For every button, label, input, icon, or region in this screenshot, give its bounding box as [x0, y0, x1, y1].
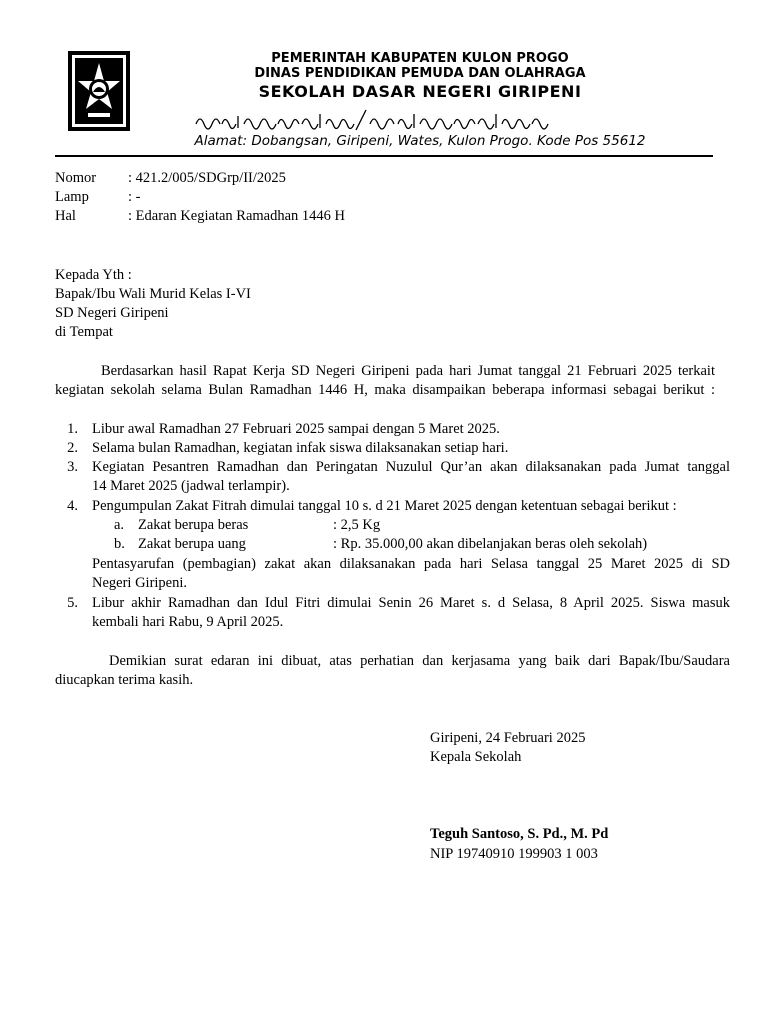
recipient-school: SD Negeri Giripeni	[55, 305, 169, 321]
zakat-b-text: Zakat berupa uang	[138, 536, 246, 552]
zakat-note-line-1: Pentasyarufan (pembagian) zakat akan dilaksanakan pada hari Selasa tanggal 25 Maret 2025 di SD	[92, 556, 730, 572]
recipient-greeting: Kepada Yth :	[55, 267, 132, 283]
signature-place-date: Giripeni, 24 Februari 2025	[430, 730, 586, 746]
list-item: Selama bulan Ramadhan, kegiatan infak siswa dilaksanakan setiap hari.	[92, 440, 509, 456]
signature-nip: NIP 19740910 199903 1 003	[430, 846, 598, 862]
zakat-b-label: b.	[114, 536, 125, 552]
list-item: Libur awal Ramadhan 27 Februari 2025 sampai dengan 5 Maret 2025.	[92, 421, 500, 437]
recipient-place: di Tempat	[55, 324, 113, 340]
letterhead-school-name: SEKOLAH DASAR NEGERI GIRIPENI	[258, 82, 582, 101]
lamp-label: Lamp	[55, 189, 89, 205]
intro-line-1: Berdasarkan hasil Rapat Kerja SD Negeri Giripeni pada hari Jumat tanggal 21 Februari 2025 terkait	[101, 363, 715, 379]
list-item: Libur akhir Ramadhan dan Idul Fitri dimulai Senin 26 Maret s. d Selasa, 8 April 2025. Siswa masuk	[92, 595, 730, 611]
nomor-label: Nomor	[55, 170, 97, 186]
nomor-value: : 421.2/005/SDGrp/II/2025	[128, 170, 286, 186]
signature-name: Teguh Santoso, S. Pd., M. Pd	[430, 826, 609, 842]
list-item-number: 5.	[67, 595, 78, 611]
zakat-a-text: Zakat berupa beras	[138, 517, 249, 533]
list-item-number: 4.	[67, 498, 78, 514]
lamp-value: : -	[128, 189, 141, 205]
zakat-b-value: : Rp. 35.000,00 akan dibelanjakan beras oleh sekolah)	[333, 536, 648, 552]
intro-line-2: kegiatan sekolah selama Bulan Ramadhan 1446 H, maka disampaikan beberapa informasi sebagai berikut :	[55, 382, 715, 398]
list-item-number: 2.	[67, 440, 78, 456]
list-item-continuation: 14 Maret 2025 (jadwal terlampir).	[92, 478, 290, 494]
javanese-script-school-name	[192, 106, 552, 134]
hal-label: Hal	[55, 208, 76, 224]
list-item-number: 3.	[67, 459, 78, 475]
zakat-note-line-2: Negeri Giripeni.	[92, 575, 188, 591]
letterhead-government: PEMERINTAH KABUPATEN KULON PROGO	[271, 51, 569, 66]
list-item-number: 1.	[67, 421, 78, 437]
letterhead-department: DINAS PENDIDIKAN PEMUDA DAN OLAHRAGA	[254, 66, 586, 81]
signature-title: Kepala Sekolah	[430, 749, 522, 765]
list-item-continuation: kembali hari Rabu, 9 April 2025.	[92, 614, 284, 630]
letterhead-address: Alamat: Dobangsan, Giripeni, Wates, Kulon Progo. Kode Pos 55612	[194, 133, 646, 149]
list-item: Kegiatan Pesantren Ramadhan dan Peringatan Nuzulul Qur’an akan dilaksanakan pada Jumat tanggal	[92, 459, 730, 475]
zakat-a-label: a.	[114, 517, 125, 533]
hal-value: : Edaran Kegiatan Ramadhan 1446 H	[128, 208, 346, 224]
zakat-a-value: : 2,5 Kg	[333, 517, 381, 533]
recipient-name: Bapak/Ibu Wali Murid Kelas I-VI	[55, 286, 251, 302]
closing-line-1: Demikian surat edaran ini dibuat, atas perhatian dan kerjasama yang baik dari Bapak/Ibu/Saudara	[109, 653, 730, 669]
closing-line-2: diucapkan terima kasih.	[55, 672, 194, 688]
list-item: Pengumpulan Zakat Fitrah dimulai tanggal 10 s. d 21 Maret 2025 dengan ketentuan sebagai berikut :	[92, 498, 677, 514]
letterhead-divider	[55, 155, 713, 157]
kulon-progo-emblem-icon	[68, 51, 130, 131]
